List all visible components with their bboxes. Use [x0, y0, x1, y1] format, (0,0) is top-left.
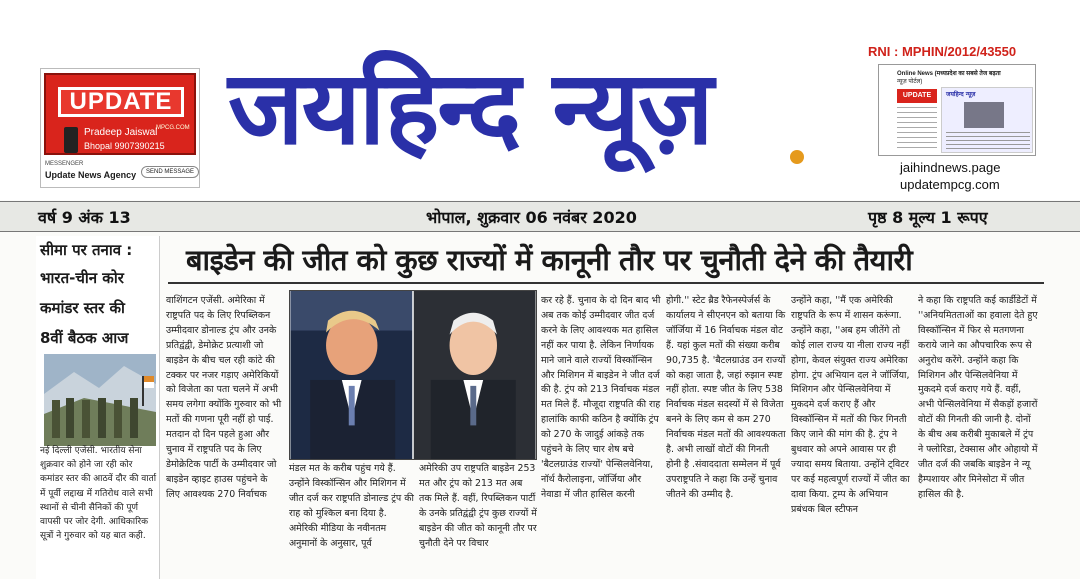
ad-agency-name: Update News Agency: [45, 170, 137, 180]
thumb-paper: [941, 87, 1033, 153]
sidebar-headline-3: कमांडर स्तर की: [40, 299, 125, 317]
article-column-4: होगी.'' स्टेट ब्रैड रैफेनस्पेर्जर्स के कार्यालय ने सीएनएन को बताया कि जॉर्जिया में 16 निर्वाचक मंडल वोट हैं. यहां कुल मतों की संख्या करीब 90,735 है. 'बैटलग्राउंड उन राज्यों को कहा जाता है, जहां रुझान स्पष्ट नहीं होता. स्पष्ट जीत के लिए 538 निर्वाचक मंडल सदस्यों में से विजेता बनने के लिए कम से कम 270 निर्वाचक मंडल मतों की आवश्यकता है. अभी लाखों वोटों की गिनती होनी है .संवाददाता सम्मेलन में पूर्व उपराष्ट्रपति ने कहा कि उन्हें चुनाव जीतने की उम्मीद है.: [666, 295, 786, 500]
ad-headline: UPDATE: [58, 87, 184, 117]
ad-site: MPCG.COM: [156, 125, 190, 131]
website-link-2[interactable]: updatempcg.com: [900, 177, 1000, 192]
ad-contact-name: Pradeep Jaiswal: [84, 127, 158, 138]
sidebar-headline-2: भारत-चीन कोर: [40, 269, 124, 287]
website-link-1[interactable]: jaihindnews.page: [900, 160, 1001, 175]
page-price: पृष्ठ 8 मूल्य 1 रूपए: [868, 208, 988, 227]
article-column-3: कर रहे हैं. चुनाव के दो दिन बाद भी अब तक कोई उम्मीदवार जीत दर्ज करने के लिए आवश्यक मत हासिल नहीं कर पाया है. लेकिन निर्णायक माने जाने वाले राज्यों विस्कॉन्सिन और मिशिगन में बाइडेन ने जीत दर्ज की है. ट्रंप को 213 निर्वाचक मंडल मत मिले हैं. मौजूदा राष्ट्रपति की राह हालांकि काफी कठिन है क्योंकि ट्रंप को 270 के जादुई आंकड़े तक पहुंचने के लिए चार शेष बचे 'बैटलग्राउंड राज्यों' पेन्सिलवेनिया, नॉर्थ कैरोलाइना, जॉर्जिया और नेवाडा में जीत हासिल करनी: [541, 295, 661, 500]
thumb-mini-title: जयहिन्द न्यूज़: [946, 91, 976, 98]
thumb-photo: [964, 102, 1004, 128]
ad-banner: [44, 73, 196, 155]
thumb-line-1: Online News (मध्यप्रदेश का सबसे तेज बढ़ता: [897, 71, 1001, 77]
ad-contact-phone: Bhopal 9907390215: [84, 141, 165, 151]
newspaper-title: जयहिन्द न्यूज़: [228, 49, 712, 168]
main-headline[interactable]: [168, 238, 1044, 284]
soldiers-photo: [44, 354, 156, 446]
publication-date: भोपाल, शुक्रवार 06 नवंबर 2020: [426, 208, 637, 227]
main-headline-text: बाइडेन की जीत को कुछ राज्यों में कानूनी तौर पर चुनौती देने की तैयारी: [186, 243, 913, 277]
thumb-line-2: न्यूज़ पोर्टल): [897, 79, 923, 85]
sidebar-headline-1: सीमा पर तनाव :: [40, 241, 133, 259]
article-photo-column-b: अमेरिकी उप राष्ट्रपति बाइडेन 253 मत और ट्रंप को 213 मत अब तक मिले हैं. वहीं, रिपब्लिकन पार्टी के उनके प्रतिद्वंद्वी ट्रंप कुछ राज्यों में बाइडेन की जीत को कानूनी तौर पर चुनौती देने पर विचार: [419, 463, 537, 549]
ad-messenger-label: MESSENGER: [45, 161, 84, 167]
title-accent-dot: [790, 150, 804, 164]
sidebar-body: नई दिल्ली एजेंसी. भारतीय सेना शुक्रवार को होने जा रही कोर कमांडर स्तर की आठवें दौर की वार्ता में पूर्वी लद्दाख में गतिरोध वाले सभी स्थानों से चीनी सैनिकों की पूर्ण वापसी पर जोर देगी. आधिकारिक सूत्रों ने गुरुवार को यह बात कही.: [40, 446, 157, 542]
thumb-paper-lines: [946, 132, 1030, 150]
article-photo-column-a: मंडल मत के करीब पहुंच गये हैं. उन्होंने विस्कॉन्सिन और मिशिगन में जीत दर्ज कर राष्ट्रपति डोनाल्ड ट्रंप की राह को मुश्किल बना दिया है. अमेरिकी मीडिया के नवीनतम अनुमानों के अनुसार, पूर्व: [289, 463, 414, 549]
rni-number: RNI : MPHIN/2012/43550: [868, 44, 1017, 59]
sidebar-story[interactable]: [36, 236, 160, 579]
phone-icon: [64, 127, 78, 153]
send-message-button[interactable]: SEND MESSAGE: [141, 166, 199, 178]
article-column-5: उन्होंने कहा, ''मैं एक अमेरिकी राष्ट्रपति के रूप में शासन करूंगा. उन्होंने कहा, ''अब हम जीतेंगे तो कोई लाल राज्य या नीला राज्य नहीं होगा, केवल संयुक्त राज्य अमेरिका होगा. ट्रंप अभियान दल ने जॉर्जिया, मिशिगन और पेन्सिलवेनिया में मुकदमे दर्ज कराए हैं और विस्कॉन्सिन में मतों की फिर गिनती किए जाने की मांग की है. ट्रंप ने बुधवार को अपने आवास पर ही ज्यादा समय बिताया. उन्होंने ट्विटर पर कई महत्वपूर्ण राज्यों में जीत का दावा किया. ट्रम्प के अभियान प्रबंधक बिल स्टीफन: [791, 295, 910, 515]
issue-number: वर्ष 9 अंक 13: [38, 208, 131, 227]
online-news-thumbnail[interactable]: [878, 64, 1036, 156]
dateline-band: [0, 201, 1080, 232]
article-column-6: ने कहा कि राष्ट्रपति कई कार्डीडेटों में ''अनियमितताओं का हवाला देते हुए विस्कॉन्सिन में फिर से मतगणना कराये जाने का औपचारिक रूप से अनुरोध करेंगे. उन्होंने कहा कि मिशिगन और पेन्सिलवेनिया में मुकदमे दर्ज कराए गये हैं. वहीं, अभी पेन्सिलवेनिया में सैकड़ों हजारों वोटों की गिनती की जानी है. दोनों के बीच अब करीबी मुकाबले में ट्रंप ने फ्लोरिडा, टेक्सास और ओहायो में जीत दर्ज की जबकि बाइडेन ने न्यू हैम्पशायर और मिनेसोटा में जीत हासिल की है.: [918, 295, 1038, 500]
trump-biden-photo: [289, 290, 537, 460]
thumb-text-lines: [897, 107, 937, 151]
masthead: [0, 0, 1080, 200]
sidebar-headline-4: 8वीं बैठक आज: [40, 329, 129, 347]
article-column-1: वाशिंगटन एजेंसी. अमेरिका में राष्ट्रपति पद के लिए रिपब्लिकन उम्मीदवार डोनाल्ड ट्रंप और उनके प्रतिद्वंद्वी, डेमोक्रेट प्रत्याशी जो बाइडेन के बीच चल रही कांटे की टक्कर पर नजर गड़ाए अमेरिकियों को विजेता का पता चलने में अभी समय लगेगा क्योंकि गुरुवार को भी मतों की गणना पूरी नहीं हो पाई. मतदान दो दिन पहले हुआ और चुनाव में राष्ट्रपति पद के लिए डेमोक्रेटिक पार्टी के उम्मीदवार जो बाइडेन व्हाइट हाउस पहुंचने के लिए आवश्यक 270 निर्वाचक: [166, 295, 282, 500]
thumb-badge: UPDATE: [897, 89, 937, 103]
update-advertisement[interactable]: [40, 68, 200, 188]
